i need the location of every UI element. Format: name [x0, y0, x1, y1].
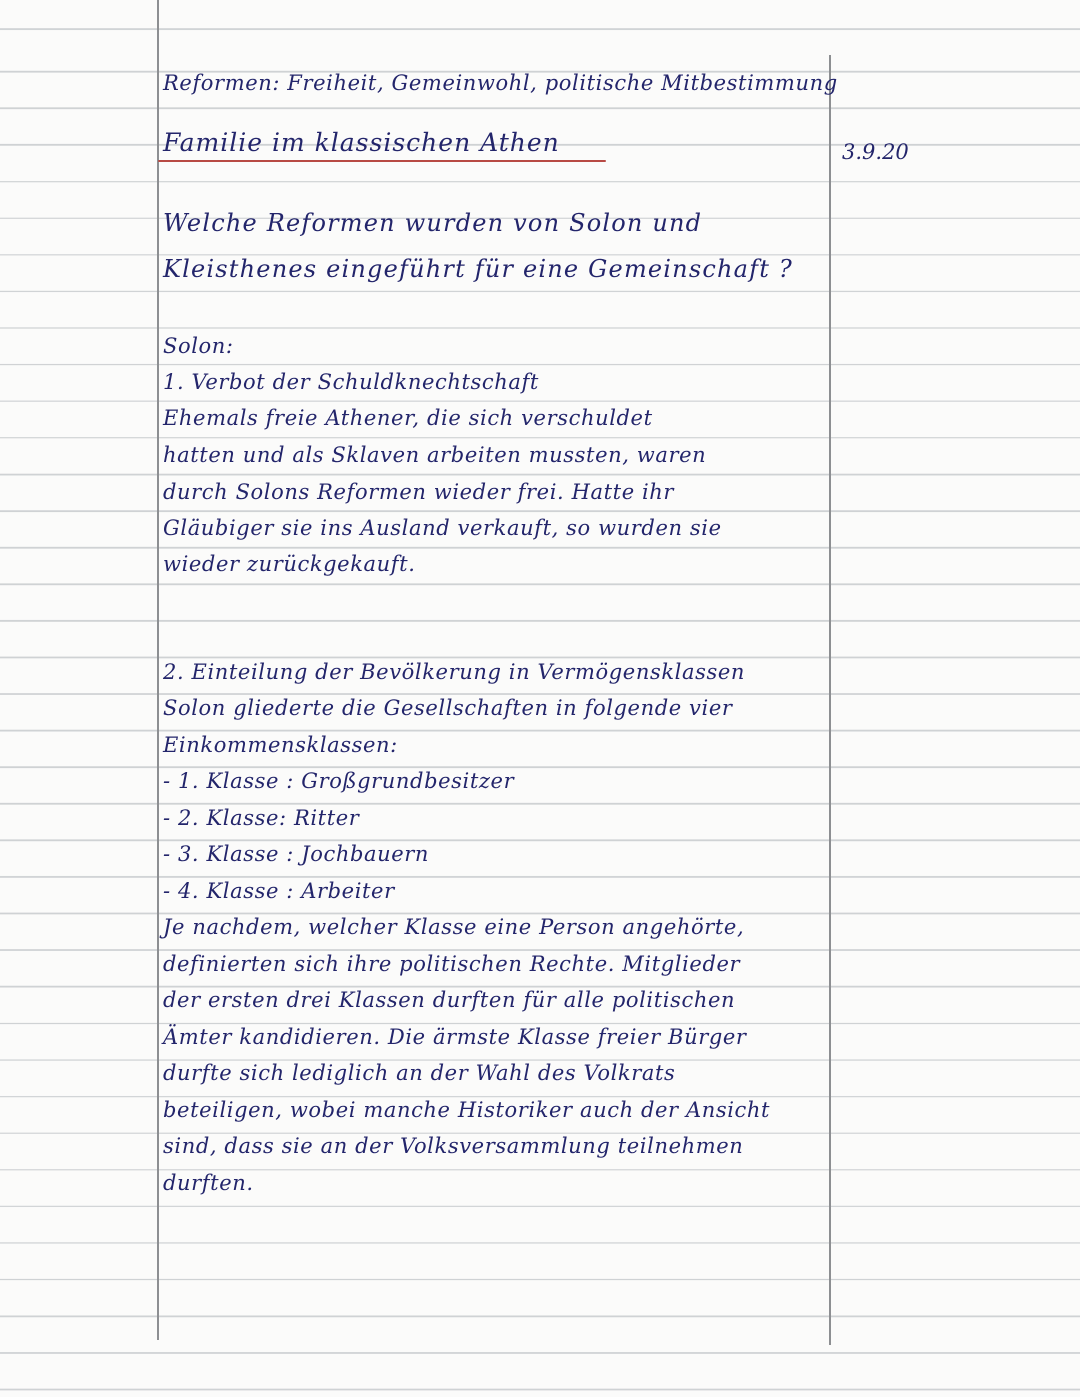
date: 3.9.20: [842, 140, 909, 164]
title-underline: [158, 160, 606, 162]
class-list-item: - 4. Klasse : Arbeiter: [163, 879, 395, 903]
topic-line: Reformen: Freiheit, Gemeinwohl, politische Mitbestimmung: [163, 71, 838, 95]
class-list-item: - 3. Klasse : Jochbauern: [163, 842, 430, 866]
text-line: beteiligen, wobei manche Historiker auch der Ansicht: [163, 1098, 771, 1122]
class-list-item: - 1. Klasse : Großgrundbesitzer: [163, 769, 515, 793]
text-line: Ämter kandidieren. Die ärmste Klasse freier Bürger: [163, 1025, 747, 1049]
left-margin-line: [157, 0, 159, 1340]
class-list-item: - 2. Klasse: Ritter: [163, 806, 360, 830]
text-line: hatten und als Sklaven arbeiten mussten, waren: [163, 443, 707, 467]
question-line: Kleisthenes eingeführt für eine Gemeinschaft ?: [163, 255, 793, 283]
text-line: durften.: [163, 1171, 254, 1195]
text-line: definierten sich ihre politischen Rechte. Mitglieder: [163, 952, 741, 976]
text-line: Solon gliederte die Gesellschaften in folgende vier: [163, 696, 733, 720]
right-margin-line: [829, 55, 831, 1345]
text-line: Ehemals freie Athener, die sich verschuldet: [163, 406, 653, 430]
question-line: Welche Reformen wurden von Solon und: [163, 209, 703, 237]
text-line: der ersten drei Klassen durften für alle politischen: [163, 988, 736, 1012]
text-line: wieder zurückgekauft.: [163, 552, 416, 576]
reform-heading: 1. Verbot der Schuldknechtschaft: [163, 370, 539, 394]
text-line: durfte sich lediglich an der Wahl des Volkrats: [163, 1061, 676, 1085]
text-line: Einkommensklassen:: [163, 733, 398, 757]
text-line: durch Solons Reformen wieder frei. Hatte ihr: [163, 480, 675, 504]
page-title: Familie im klassischen Athen: [163, 128, 560, 157]
text-line: Je nachdem, welcher Klasse eine Person angehörte,: [163, 915, 745, 939]
reform-heading: 2. Einteilung der Bevölkerung in Vermögensklassen: [163, 660, 745, 684]
text-line: sind, dass sie an der Volksversammlung teilnehmen: [163, 1134, 744, 1158]
text-line: Gläubiger sie ins Ausland verkauft, so wurden sie: [163, 516, 722, 540]
section-heading: Solon:: [163, 334, 234, 358]
